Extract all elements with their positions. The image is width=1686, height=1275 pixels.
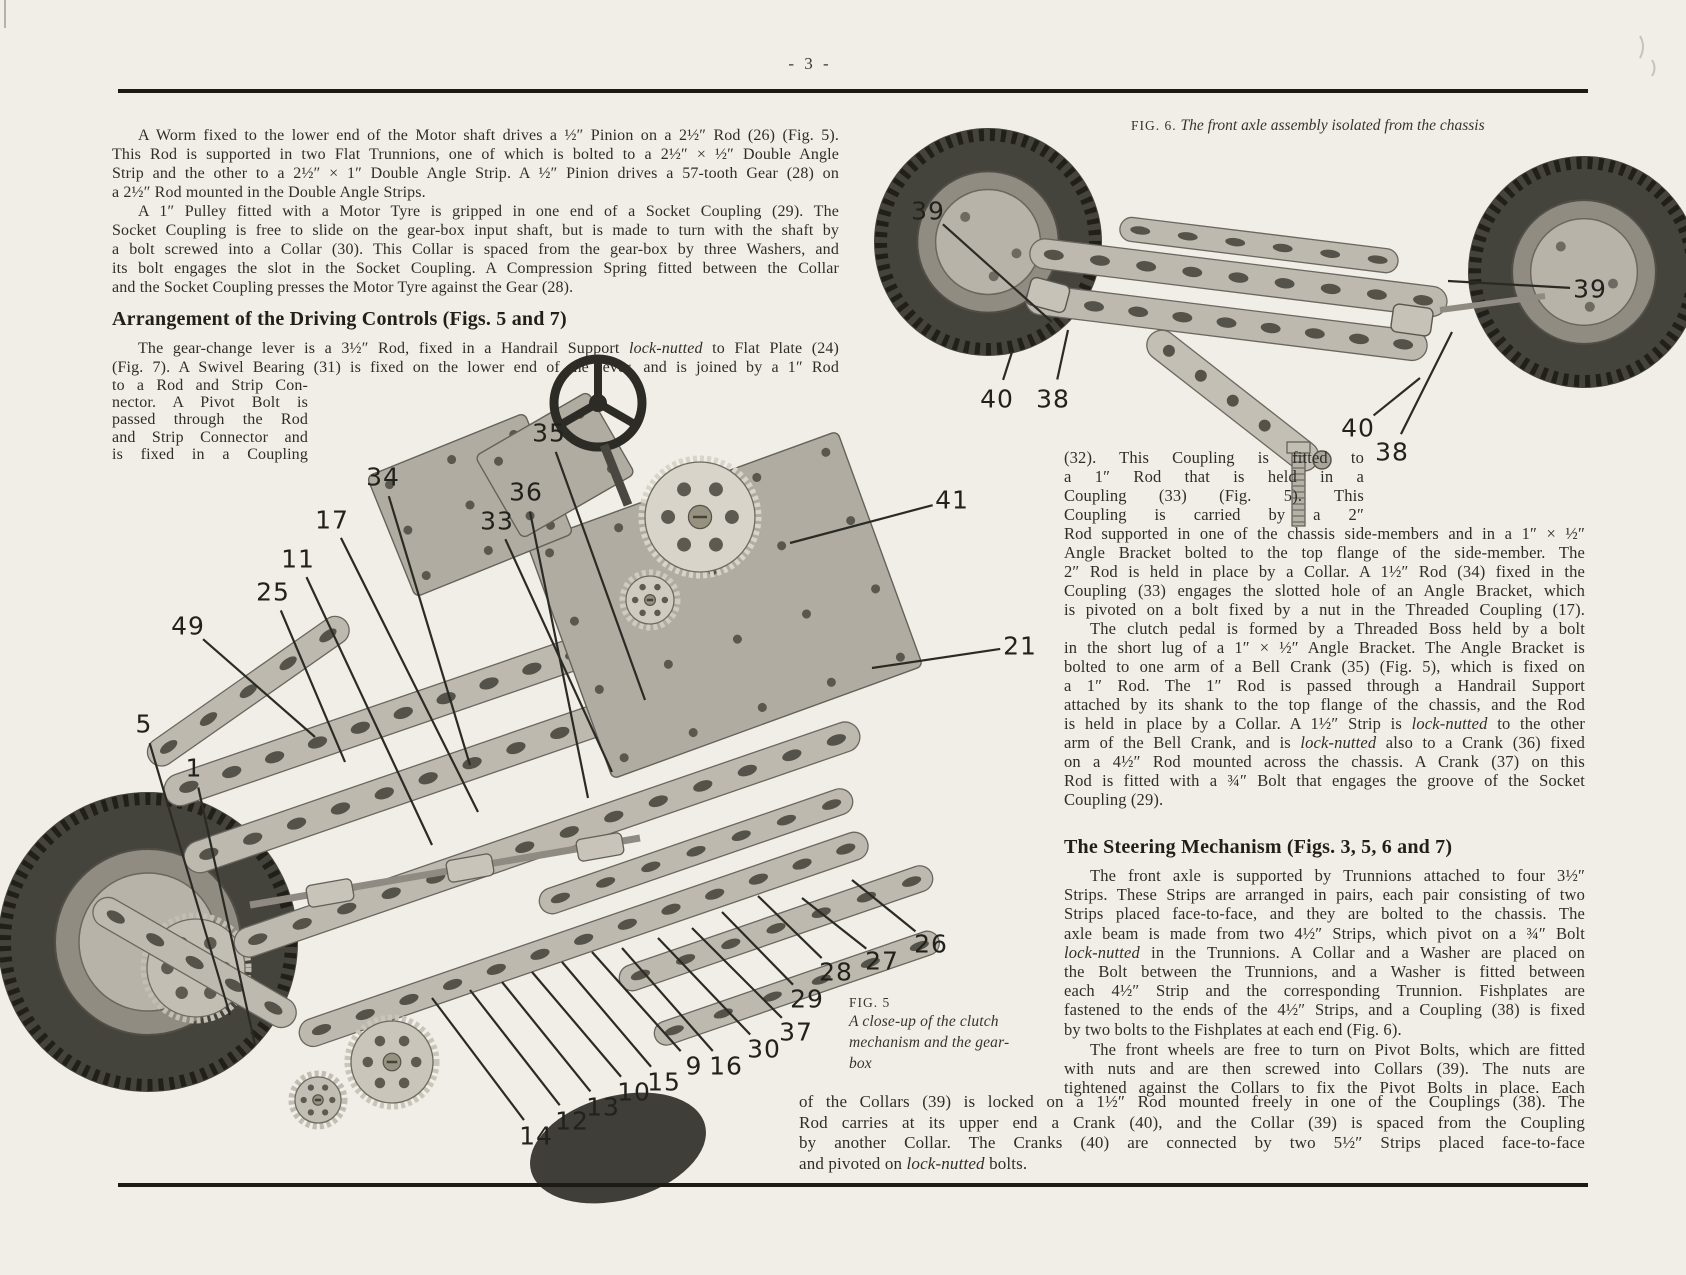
- text-line: Coupling (33) engages the slotted hole of an Angle Bracket, which: [1064, 581, 1585, 600]
- bottom-rule: [118, 1183, 1588, 1187]
- callout-number: 38: [1375, 437, 1409, 467]
- axle-coupling: [1390, 303, 1434, 336]
- fig6-caption-label: FIG. 6.: [1131, 118, 1177, 133]
- leader-line: [470, 990, 560, 1105]
- text-line: the Bolt between the Trunnions, and a Washer is fitted between: [1064, 961, 1585, 981]
- text-line: (32). This Coupling is fitted to: [1064, 448, 1364, 467]
- text-line: and Strip Connector and: [112, 428, 308, 446]
- gear-wheel: [292, 1074, 344, 1126]
- text-line: The front wheels are free to turn on Pivot Bolts, which are fitted: [1090, 1040, 1585, 1059]
- paragraph-worm-drive: [112, 126, 839, 202]
- callout-number: 35: [532, 418, 566, 448]
- text-line: is held in place by a Collar. A 1½″ Strip is lock-nutted to the other: [1064, 714, 1585, 733]
- text-line: arm of the Bell Crank, and is lock-nutted also to a Crank (36) fixed: [1064, 733, 1585, 752]
- callout-number: 1: [185, 753, 203, 783]
- text-line: Coupling is carried by a 2″: [1064, 505, 1364, 524]
- callout-number: 40: [980, 384, 1014, 414]
- text-line: lock-nutted in the Trunnions. A Collar and a Washer are placed on: [1064, 942, 1585, 962]
- callout-number: 29: [790, 984, 824, 1014]
- text-line: with nuts and are then screwed into Collars (39). The nuts are: [1064, 1059, 1585, 1078]
- text-line: The front axle is supported by Trunnions attached to four 3½″: [1090, 866, 1585, 885]
- road-wheel-tyre: [1468, 156, 1686, 388]
- heading-driving-controls: Arrangement of the Driving Controls (Figs. 5 and 7): [112, 308, 567, 330]
- gear-wheel: [642, 459, 758, 575]
- callout-number: 26: [914, 929, 948, 959]
- text-line: Rod supported in one of the chassis side-members and in a 1″ × ½″: [1064, 524, 1585, 543]
- leader-line: [1003, 352, 1012, 380]
- callout-number: 15: [647, 1067, 681, 1097]
- page-number: - 3 -: [788, 54, 832, 73]
- text-line: bolted to one arm of a Bell Crank (35) (Fig. 5), which is fixed on: [1064, 657, 1585, 676]
- fig5-caption: [849, 995, 1064, 1074]
- text-line: Coupling (29).: [1064, 790, 1164, 809]
- callout-number: 33: [480, 506, 514, 536]
- callout-number: 34: [366, 462, 400, 492]
- callout-number: 17: [315, 505, 349, 535]
- text-line: mechanism and the gear-: [849, 1034, 1010, 1051]
- callout-number: 14: [519, 1121, 553, 1151]
- text-line: Rod carries at its upper end a Crank (40), and the Collar (39) is spaced from the Coupling: [799, 1112, 1585, 1132]
- text-line: in the short lug of a 1″ × ½″ Angle Bracket. The Angle Bracket is: [1064, 638, 1585, 657]
- callout-number: 21: [1003, 631, 1037, 661]
- text-line: tightened against the Collars to fix the Pivot Bolts in place. Each: [1064, 1078, 1585, 1097]
- text-line: and the Socket Coupling presses the Motor Tyre against the Gear (28).: [112, 279, 574, 296]
- fig6-caption: [1131, 117, 1561, 135]
- callout-number: 11: [281, 544, 315, 574]
- text-line: attached by its shank to the top flange of the chassis, and the Rod: [1064, 695, 1585, 714]
- text-line: is fixed in a Coupling: [112, 445, 308, 463]
- text-line: a 1″ Rod. The 1″ Rod is passed through a Handrail Support: [1064, 676, 1585, 695]
- callout-number: 37: [779, 1017, 813, 1047]
- leader-line: [432, 998, 524, 1120]
- text-line: a 2½″ Rod mounted in the Double Angle Strips.: [112, 184, 426, 201]
- fig5-caption-label: FIG. 5: [849, 995, 891, 1010]
- callout-number: 13: [586, 1092, 620, 1122]
- text-line: box: [849, 1055, 872, 1072]
- text-line: 2″ Rod is held in place by a Collar. A 1½″ Rod (34) fixed in the: [1064, 562, 1585, 581]
- text-line: Strips. These Strips are arranged in pairs, each pair consisting of two: [1064, 885, 1585, 905]
- text-line: The gear-change lever is a 3½″ Rod, fixed in a Handrail Support lock-nutted to Flat Plate (24): [138, 340, 839, 357]
- text-line: A 1″ Pulley fitted with a Motor Tyre is gripped in one end of a Socket Coupling (29). The: [138, 203, 839, 220]
- text-line: by two bolts to the Fishplates at each end (Fig. 6).: [1064, 1019, 1402, 1039]
- fig5-caption-text: [849, 1011, 1064, 1074]
- paragraph-gear-change-narrow: [112, 377, 308, 463]
- text-line: Angle Bracket bolted to the top flange of the side-member. The: [1064, 543, 1585, 562]
- leader-line: [1057, 330, 1068, 379]
- text-line: axle beam is made from two 4½″ Strips, which pivot on a ¾″ Bolt: [1064, 923, 1585, 943]
- text-line: The clutch pedal is formed by a Threaded Boss held by a bolt: [1090, 619, 1585, 638]
- text-line: Rod is fitted with a ¾″ Bolt that engages the groove of the Socket: [1064, 771, 1585, 790]
- gear-wheel: [623, 573, 677, 627]
- callout-number: 16: [709, 1051, 743, 1081]
- text-line: its bolt engages the slot in the Socket Coupling. A Compression Spring fitted between the Collar: [112, 260, 839, 277]
- callout-number: 30: [747, 1034, 781, 1064]
- text-line: This Rod is supported in two Flat Trunnions, one of which is bolted to a 2½″ × ½″ Double Angle: [112, 146, 839, 163]
- paragraph-front-wheels-narrow: [1064, 1040, 1585, 1097]
- text-line: is pivoted on a bolt fixed by a nut in the Threaded Coupling (17).: [1064, 600, 1585, 619]
- text-line: on a 4½″ Rod mounted across the chassis. A Crank (37) on this: [1064, 752, 1585, 771]
- paragraph-coupling-wide: [1064, 524, 1585, 619]
- callout-number: 49: [171, 611, 205, 641]
- text-line: A close-up of the clutch: [849, 1013, 999, 1030]
- text-line: Socket Coupling is free to slide on the gear-box input shaft, but is made to turn with the shaft by: [112, 222, 839, 239]
- callout-number: 27: [865, 946, 899, 976]
- callout-number: 25: [256, 577, 290, 607]
- text-line: A Worm fixed to the lower end of the Motor shaft drives a ½″ Pinion on a 2½″ Rod (26) (Fig. 5).: [138, 127, 839, 144]
- text-line: by another Collar. The Cranks (40) are connected by two 5½″ Strips placed face-to-face: [799, 1133, 1585, 1152]
- callout-number: 10: [617, 1077, 651, 1107]
- paragraph-gear-change-wide: [112, 339, 839, 377]
- heading-steering-mechanism: The Steering Mechanism (Figs. 3, 5, 6 and 7): [1064, 836, 1453, 858]
- text-line: Coupling (33) (Fig. 5). This: [1064, 486, 1364, 505]
- paragraph-pulley-tyre: [112, 202, 839, 297]
- text-line: of the Collars (39) is locked on a 1½″ Rod mounted freely in one of the Couplings (38). The: [799, 1092, 1585, 1111]
- text-line: (Fig. 7). A Swivel Bearing (31) is fixed on the lower end of the lever, and is joined by a 1″ Rod: [112, 359, 839, 376]
- fig6-caption-text: The front axle assembly isolated from the chassis: [1180, 117, 1485, 134]
- text-line: a 1″ Rod that is held in a: [1064, 467, 1364, 486]
- leader-line: [532, 972, 621, 1077]
- scan-corner-mark: [1640, 36, 1655, 76]
- leader-line: [502, 982, 590, 1091]
- callout-number: 36: [509, 477, 543, 507]
- paragraph-coupling-narrow: [1064, 448, 1364, 524]
- text-line: each 4½″ Strip and the corresponding Trunnion. Fishplates are: [1064, 981, 1585, 1001]
- top-rule: [118, 89, 1588, 93]
- text-line: Strips placed face-to-face, and they are bolted to the chassis. The: [1064, 904, 1585, 924]
- text-line: and pivoted on lock-nutted bolts.: [799, 1153, 1028, 1173]
- callout-number: 12: [555, 1106, 589, 1136]
- callout-number: 39: [911, 196, 945, 226]
- text-line: nector. A Pivot Bolt is: [112, 394, 308, 412]
- text-line: to a Rod and Strip Con-: [112, 377, 308, 394]
- callout-number: 39: [1573, 274, 1607, 304]
- callout-number: 5: [135, 709, 153, 739]
- text-line: passed through the Rod: [112, 411, 308, 429]
- text-line: fastened to the ends of the 4½″ Strips, and a Coupling (38) is fixed: [1064, 1000, 1585, 1020]
- text-line: a bolt screwed into a Collar (30). This Collar is spaced from the gear-box by three Washers, and: [112, 241, 839, 258]
- callout-number: 9: [685, 1051, 703, 1081]
- callout-number: 41: [935, 485, 969, 515]
- paragraph-clutch-pedal: [1064, 619, 1585, 809]
- callout-number: 40: [1341, 413, 1375, 443]
- callout-number: 38: [1036, 384, 1070, 414]
- callout-number: 28: [819, 957, 853, 987]
- text-line: Strip and the other to a 2½″ × 1″ Double Angle Strip. A ½″ Pinion drives a 57-tooth Gear (28) on: [112, 165, 839, 182]
- paragraph-front-wheels-wide: [799, 1092, 1585, 1174]
- paragraph-front-axle: [1064, 866, 1585, 1039]
